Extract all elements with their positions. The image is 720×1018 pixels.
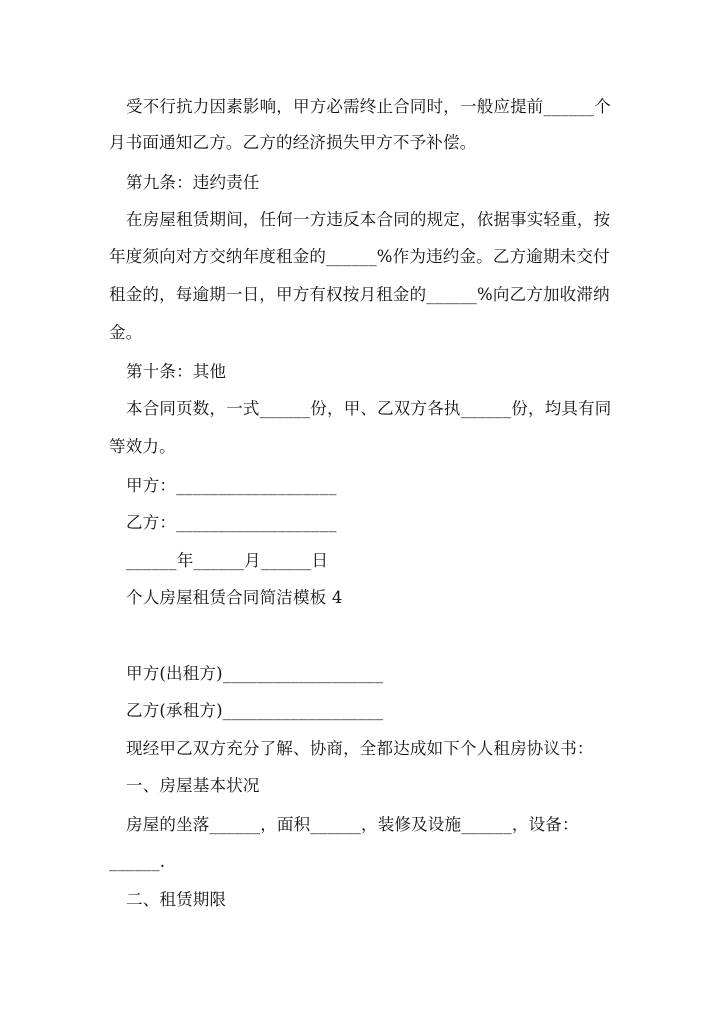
template-title: 个人房屋租赁合同简洁模板 4 [126, 588, 343, 607]
paragraph-force-majeure: 受不行抗力因素影响，甲方必需终止合同时，一般应提前______个 [126, 97, 611, 116]
section-1-heading: 一、房屋基本状况 [126, 776, 260, 795]
paragraph-breach-cont-3: 金。 [109, 323, 143, 342]
paragraph-breach: 在房屋租赁期间，任何一方违反本合同的规定，依据事实轻重，按 [126, 210, 611, 229]
paragraph-copies: 本合同页数，一式______份，甲、乙双方各执______份，均具有同 [126, 399, 612, 418]
article-9-heading: 第九条：违约责任 [126, 173, 260, 192]
section-2-heading: 二、租赁期限 [126, 890, 227, 909]
paragraph-property-cont: ______. [109, 852, 166, 871]
party-a-signature: 甲方：___________________ [126, 476, 337, 495]
lessee-field: 乙方(承租方)___________________ [126, 701, 384, 720]
article-10-heading: 第十条：其他 [126, 362, 227, 381]
paragraph-copies-cont: 等效力。 [109, 437, 176, 456]
lessor-field: 甲方(出租方)___________________ [126, 664, 384, 683]
paragraph-agreement: 现经甲乙双方充分了解、协商，全都达成如下个人租房协议书： [126, 739, 594, 758]
paragraph-breach-cont-2: 租金的，每逾期一日，甲方有权按月租金的______%向乙方加收滞纳 [109, 285, 610, 304]
signing-date: ______年______月______日 [126, 551, 329, 570]
paragraph-breach-cont-1: 年度须向对方交纳年度租金的______%作为违约金。乙方逾期未交付 [109, 247, 610, 266]
paragraph-force-majeure-cont: 月书面通知乙方。乙方的经济损失甲方不予补偿。 [109, 133, 477, 152]
paragraph-property: 房屋的坐落______，面积______，装修及设施______，设备： [126, 815, 579, 834]
party-b-signature: 乙方：___________________ [126, 513, 337, 532]
